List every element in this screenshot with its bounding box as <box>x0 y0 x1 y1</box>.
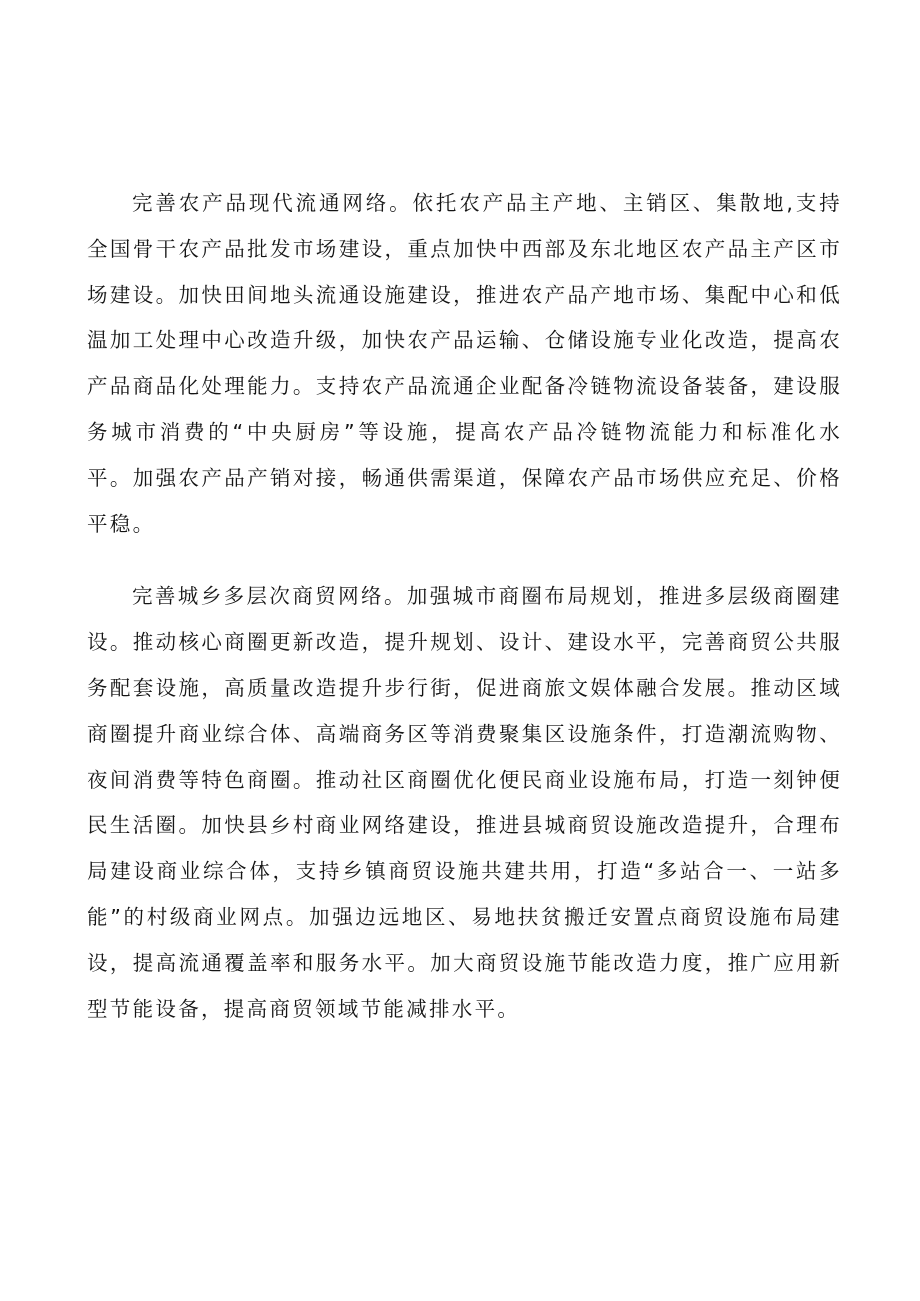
paragraph-agri-circulation: 完善农产品现代流通网络。依托农产品主产地、主销区、集散地,支持全国骨干农产品批发市场建设，重点加快中西部及东北地区农产品主产区市场建设。加快田间地头流通设施建设，推进农产品产地市场、集配中心和低温加工处理中心改造升级，加快农产品运输、仓储设施专业化改造，提高农产品商品化处理能力。支持农产品流通企业配备冷链物流设备装备，建设服务城市消费的“中央厨房”等设施，提高农产品冷链物流能力和标准化水平。加强农产品产销对接，畅通供需渠道，保障农产品市场供应充足、价格平稳。 <box>87 191 842 536</box>
paragraph-commerce-network: 完善城乡多层次商贸网络。加强城市商圈布局规划，推进多层级商圈建设。推动核心商圈更新改造，提升规划、设计、建设水平，完善商贸公共服务配套设施，高质量改造提升步行街，促进商旅文娱体融合发展。推动区域商圈提升商业综合体、高端商务区等消费聚集区设施条件，打造潮流购物、夜间消费等特色商圈。推动社区商圈优化便民商业设施布局，打造一刻钟便民生活圈。加快县乡村商业网络建设，推进县城商贸设施改造提升，合理布局建设商业综合体，支持乡镇商贸设施共建共用，打造“多站合一、一站多能”的村级商业网点。加强边远地区、易地扶贫搬迁安置点商贸设施布局建设，提高流通覆盖率和服务水平。加大商贸设施节能改造力度，推广应用新型节能设备，提高商贸领域节能减排水平。 <box>87 584 842 1021</box>
document-body <box>87 181 842 1032</box>
